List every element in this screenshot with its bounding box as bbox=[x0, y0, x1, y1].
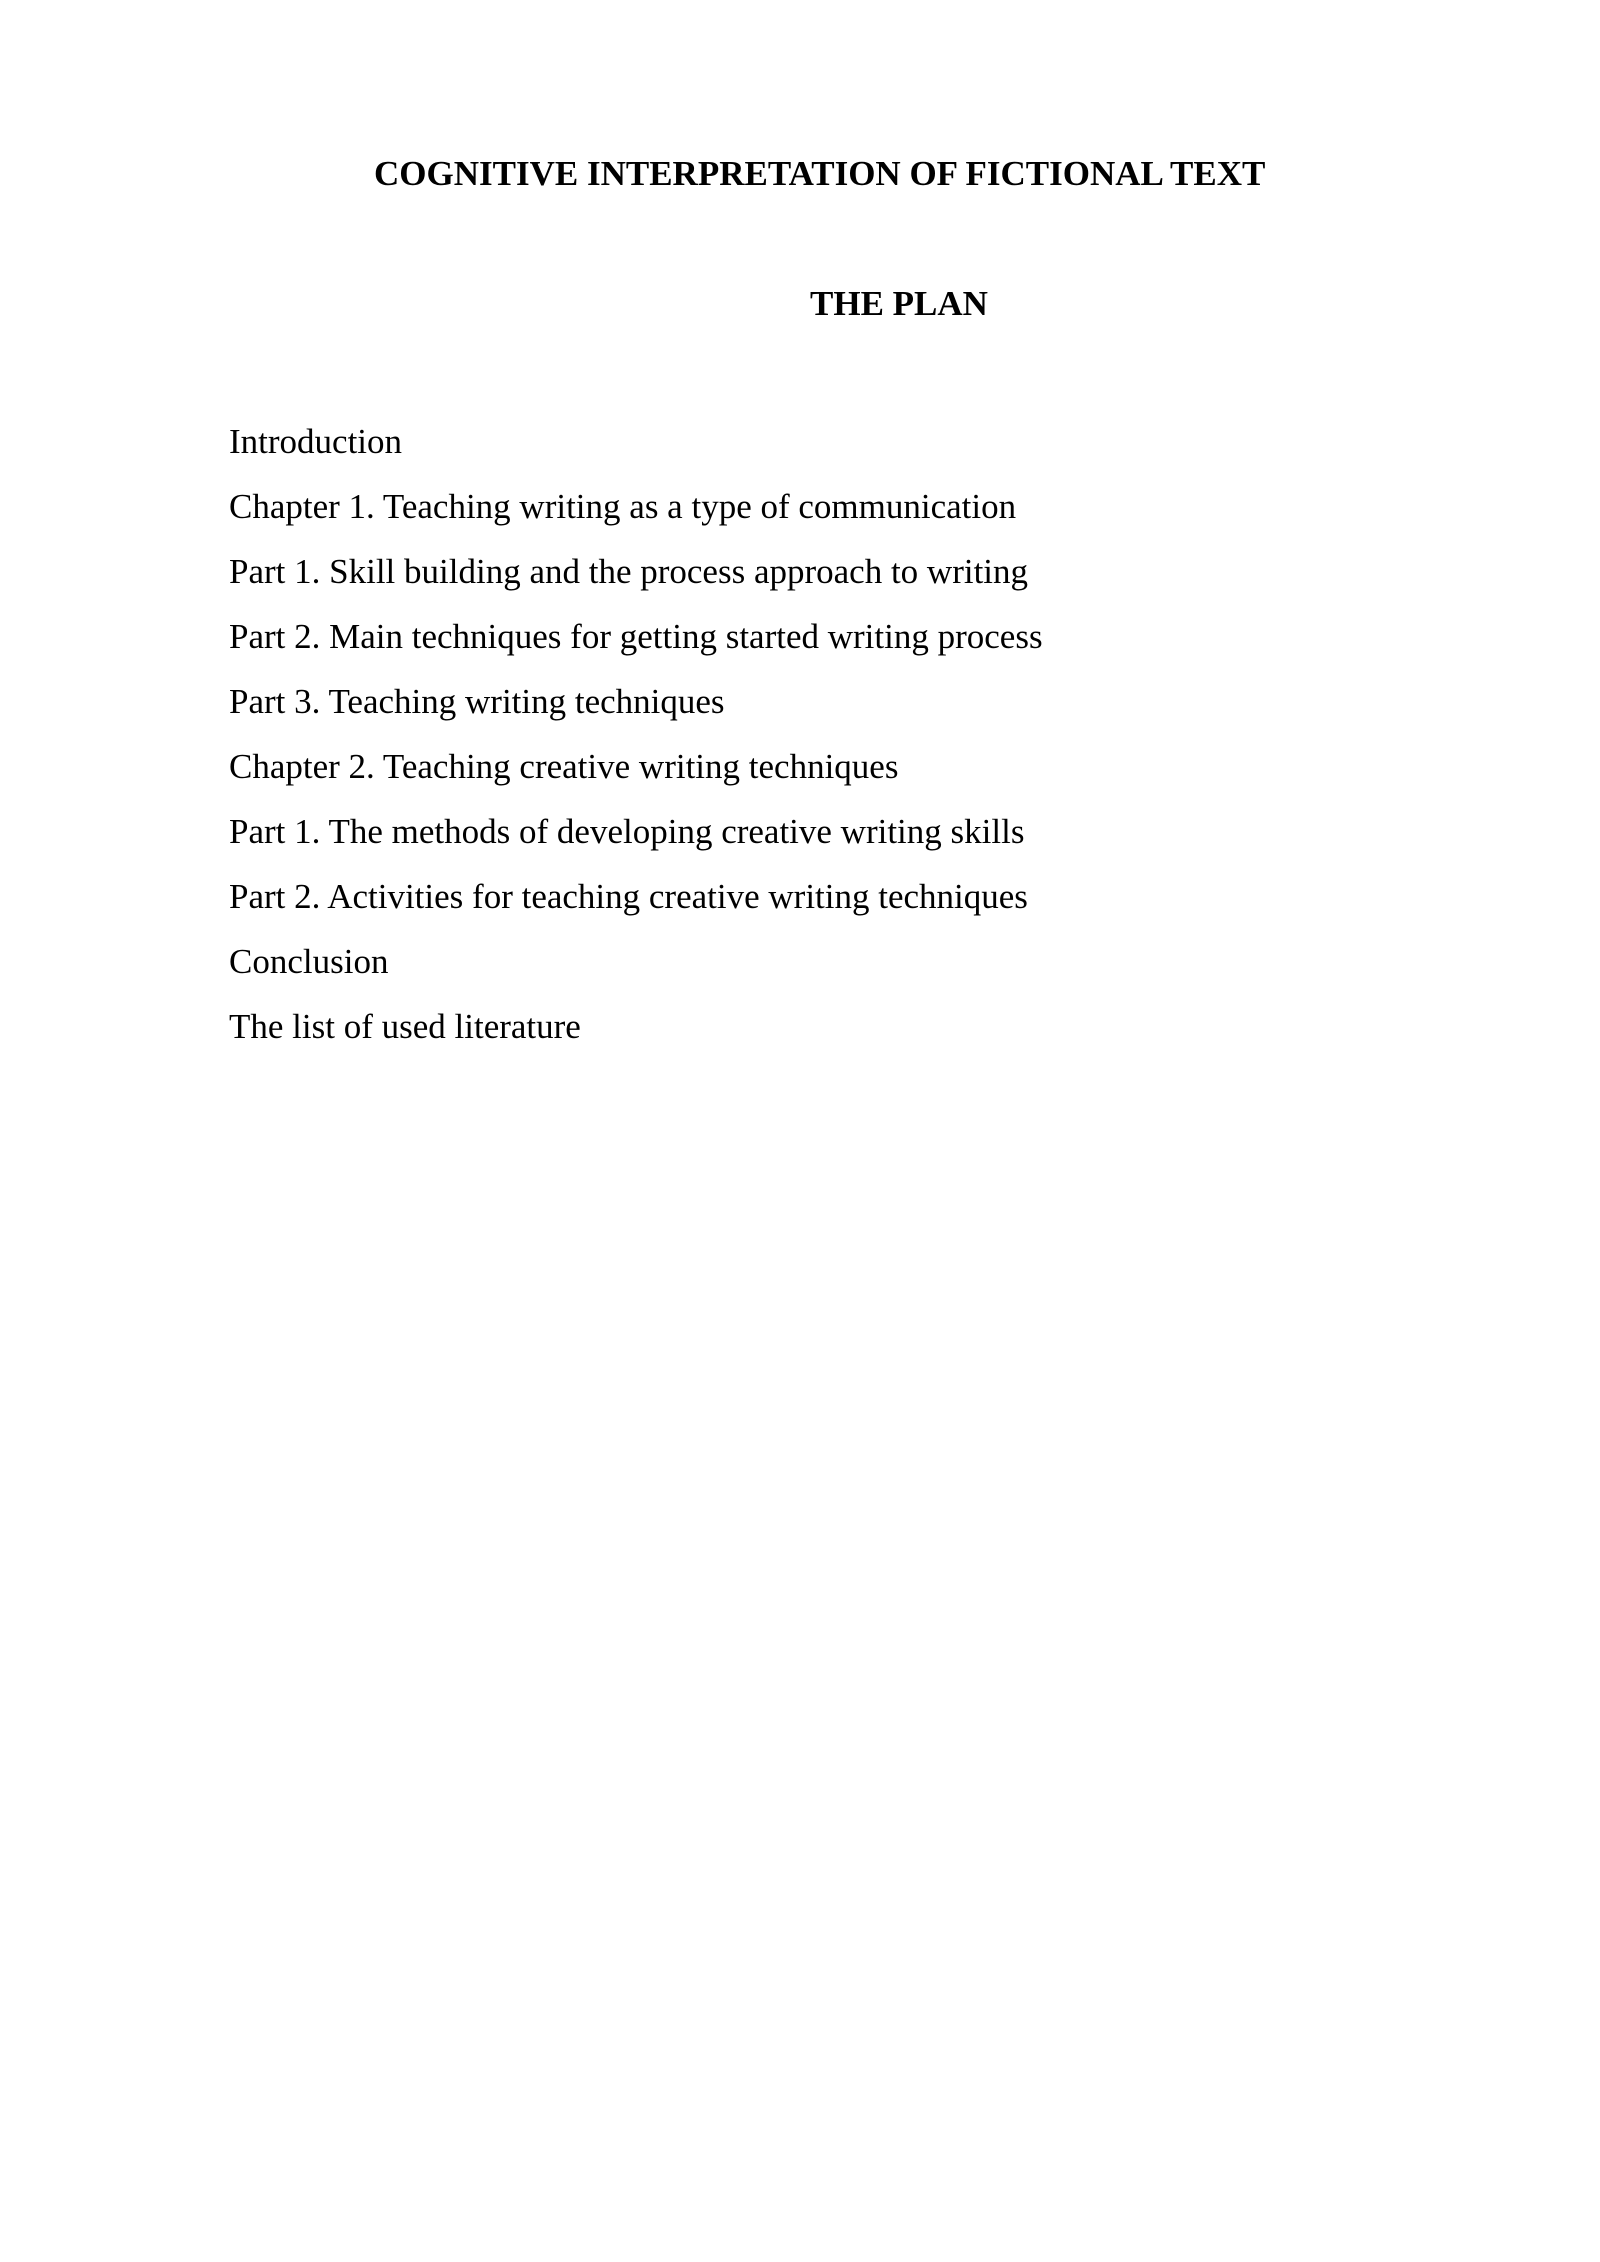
plan-item-chapter-1: Chapter 1. Teaching writing as a type of communication bbox=[229, 487, 1017, 526]
plan-item-conclusion: Conclusion bbox=[229, 942, 389, 981]
plan-item-chapter-2-part-2: Part 2. Activities for teaching creative writing techniques bbox=[229, 877, 1028, 916]
plan-item-chapter-2: Chapter 2. Teaching creative writing techniques bbox=[229, 747, 899, 786]
plan-item-chapter-1-part-1: Part 1. Skill building and the process approach to writing bbox=[229, 552, 1029, 591]
plan-item-chapter-1-part-3: Part 3. Teaching writing techniques bbox=[229, 682, 725, 721]
plan-list bbox=[229, 409, 1043, 1059]
document-title: COGNITIVE INTERPRETATION OF FICTIONAL TEXT bbox=[374, 154, 1266, 193]
plan-item-chapter-1-part-2: Part 2. Main techniques for getting started writing process bbox=[229, 617, 1043, 656]
plan-item-literature: The list of used literature bbox=[229, 1007, 581, 1046]
plan-item-chapter-2-part-1: Part 1. The methods of developing creative writing skills bbox=[229, 812, 1025, 851]
plan-item-introduction: Introduction bbox=[229, 422, 403, 461]
plan-heading: THE PLAN bbox=[810, 284, 988, 323]
